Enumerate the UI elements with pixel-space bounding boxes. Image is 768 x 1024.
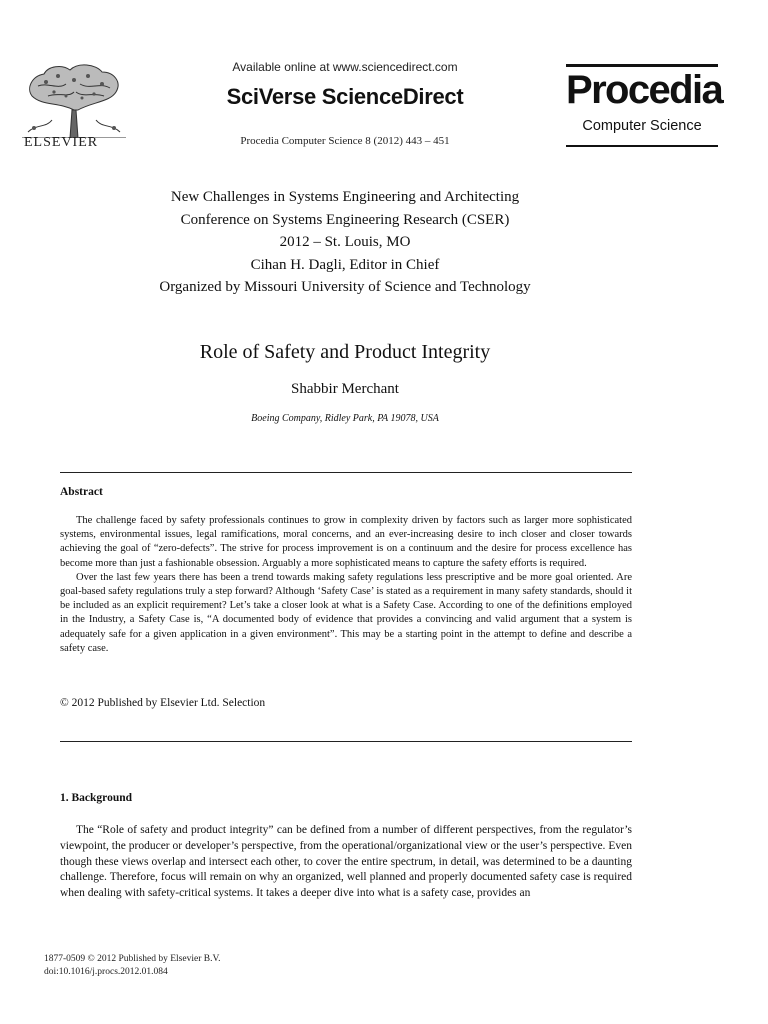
conference-line: 2012 – St. Louis, MO [279, 234, 411, 250]
issn-line: 1877-0509 © 2012 Published by Elsevier B.V. [44, 954, 221, 964]
divider [60, 472, 632, 473]
section-body [60, 823, 632, 902]
conference-line: Cihan H. Dagli, Editor in Chief [250, 256, 440, 273]
abstract-heading: Abstract [60, 486, 103, 498]
journal-reference: Procedia Computer Science 8 (2012) 443 – 451 [240, 135, 450, 147]
copyright-notice: © 2012 Published by Elsevier Ltd. Selection [60, 697, 266, 709]
conference-info [0, 186, 690, 299]
conference-line: New Challenges in Systems Engineering and Architecting [170, 189, 520, 205]
doi-line: doi:10.1016/j.procs.2012.01.084 [44, 967, 168, 977]
available-online-note: Available online at www.sciencedirect.com [232, 60, 458, 74]
abstract-body [60, 514, 632, 656]
conference-line: Organized by Missouri University of Science and Technology [159, 279, 531, 295]
conference-line: Conference on Systems Engineering Research (CSER) [180, 211, 510, 228]
journal-title: Procedia [566, 68, 723, 112]
paper-author: Shabbir Merchant [291, 381, 399, 397]
journal-subtitle: Computer Science [582, 118, 702, 134]
abstract-paragraph: The challenge faced by safety professionals continues to grow in complexity driven by factors such as larger more sophisticated systems, environmental issues, legal ramifications, moral concerns, and an ever-increasing desire to inch closer and closer towards achieving the goal of “zero-defects”. The strive for process improvement is on a continuum and the desire for process excellence has become more than just a fashionable obsession. Arguably a more sophisticated means to capture the safety efforts is required. [60, 515, 632, 569]
abstract-paragraph: Over the last few years there has been a trend towards making safety regulations less prescriptive and be more goal oriented. Are goal-based safety regulations truly a step forward? Although ‘Safety Case’ is stated as a requirement in many safety standards, should it be included as an explicit requirement? Let’s take a closer look at what is a Safety Case. According to one of the definitions employed in the Industry, a Safety Case is, “A documented body of evidence that provides a convincing and valid argument that a system is adequately safe for a given application in a given environment”. This may be a starting point in the attempt to define and describe a safety case. [60, 571, 632, 654]
section-heading: 1. Background [60, 792, 133, 804]
author-affiliation: Boeing Company, Ridley Park, PA 19078, USA [251, 413, 439, 424]
platform-name: SciVerse ScienceDirect [226, 84, 464, 109]
publisher-name: ELSEVIER [24, 135, 99, 150]
divider [60, 741, 632, 742]
paper-title: Role of Safety and Product Integrity [199, 341, 491, 363]
section-paragraph: The “Role of safety and product integrity” can be defined from a number of different perspectives, from the regulator’s viewpoint, the producer or developer’s perspective, from the operational/organizational view or the user’s perspective. Even though these views overlap and intersect each other, to cover the entire spectrum, in detail, was determined to be a daunting challenge. Therefore, focus will remain on why an organized, well planned and properly documented safety case is required when dealing with safety-critical systems. It takes a deeper dive into what is a safety case, provides an [60, 824, 632, 900]
page-footer [44, 953, 220, 979]
